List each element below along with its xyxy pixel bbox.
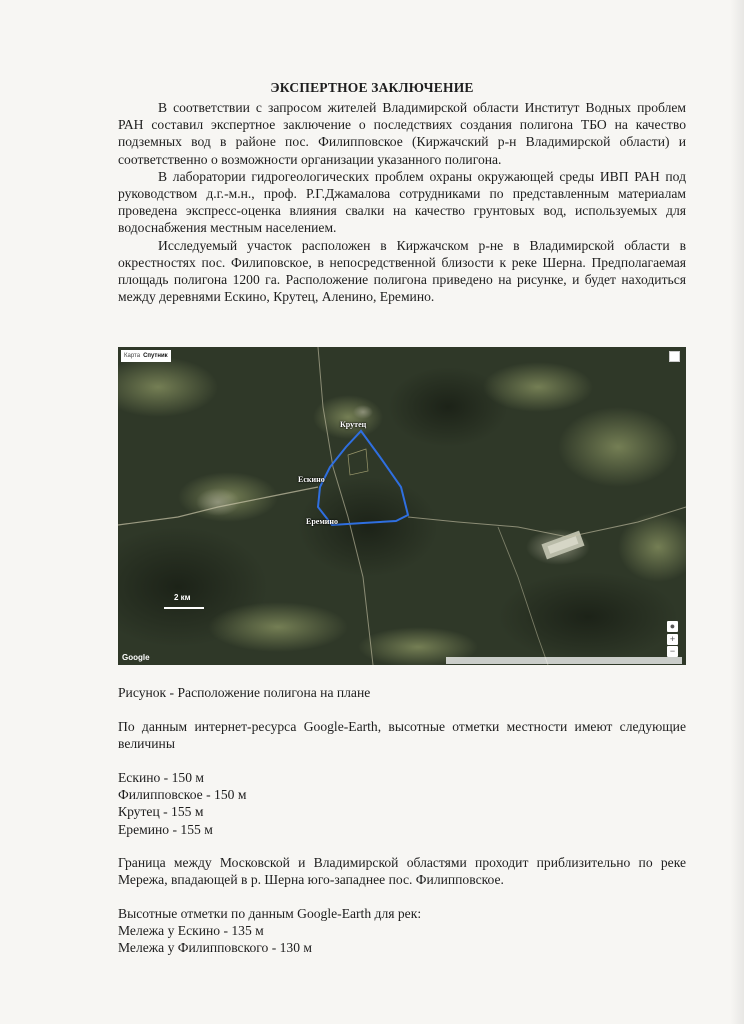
elevation-intro-text: По данным интернет-ресурса Google-Earth, высотные отметки местности имеют следующие величины — [118, 719, 686, 752]
list-item: Мележа у Филипповского - 130 м — [118, 940, 313, 956]
satellite-view-button[interactable]: Спутник — [143, 353, 168, 359]
rivers-intro: Высотные отметки по данным Google-Earth для рек: — [118, 906, 422, 921]
list-item: Филипповское - 150 м — [118, 787, 247, 803]
elevation-list — [118, 769, 686, 838]
page-edge-shadow — [730, 0, 744, 1024]
map-attribution-bar — [446, 657, 682, 664]
intro-text — [118, 99, 686, 305]
map-type-toggle[interactable] — [121, 350, 171, 362]
list-item: Мележа у Ескино - 135 м — [118, 923, 264, 939]
google-logo: Google — [122, 653, 150, 662]
list-item: Еремино - 155 м — [118, 821, 213, 837]
border-text: Граница между Московской и Владимирской областями проходит приблизительно по реке Мережа, впадающей в р. Шерна юго-западнее пос. Филипповское. — [118, 855, 686, 888]
map-label-eskino: Ескино — [298, 475, 325, 484]
map-view-button[interactable]: Карта — [124, 353, 141, 359]
map-scale-label: 2 км — [174, 593, 191, 602]
paragraph-request: В соответствии с запросом жителей Владимирской области Институт Водных проблем РАН составил экспертное заключение о последствиях создания полигона ТБО на качество подземных вод в районе пос. Филипповское (Киржачский р-н Владимирской области) и соответственно о возможности организации указанного полигона. — [118, 100, 686, 167]
document-title: ЭКСПЕРТНОЕ ЗАКЛЮЧЕНИЕ — [270, 80, 474, 95]
map-label-eremino: Еремино — [306, 517, 339, 526]
pegman-icon[interactable]: ● — [667, 621, 678, 632]
figure-caption — [118, 684, 686, 701]
map-label-krutets: Крутец — [340, 420, 367, 429]
paragraph-laboratory: В лаборатории гидрогеологических проблем охраны окружающей среды ИВП РАН под руководством д.г.-м.н., проф. Р.Г.Джамалова сотрудниками по представленным материалам проведена экспресс-оценка влияния свалки на качество грунтовых вод, используемых для водоснабжения местным населением. — [118, 168, 686, 236]
map-scale-bar — [164, 607, 204, 609]
river-elevations — [118, 905, 686, 957]
caption-text: Рисунок - Расположение полигона на плане — [118, 685, 371, 700]
satellite-map[interactable] — [118, 347, 686, 665]
paragraph-site: Исследуемый участок расположен в Киржачском р-не в Владимирской области в окрестностях пос. Филиповское, в непосредственной близости к реке Шерна. Предполагаемая площадь полигона 1200 га. Расположение полигона приведено на рисунке, и будет находиться между деревнями Ескино, Крутец, Аленино, Еремино. — [118, 237, 686, 305]
fullscreen-icon[interactable] — [669, 351, 680, 362]
satellite-imagery — [118, 347, 686, 665]
zoom-out-button[interactable]: − — [667, 646, 678, 657]
border-paragraph — [118, 854, 686, 888]
elevation-intro — [118, 718, 686, 752]
zoom-in-button[interactable]: + — [667, 634, 678, 645]
list-item: Крутец - 155 м — [118, 804, 204, 820]
list-item: Ескино - 150 м — [118, 770, 205, 785]
